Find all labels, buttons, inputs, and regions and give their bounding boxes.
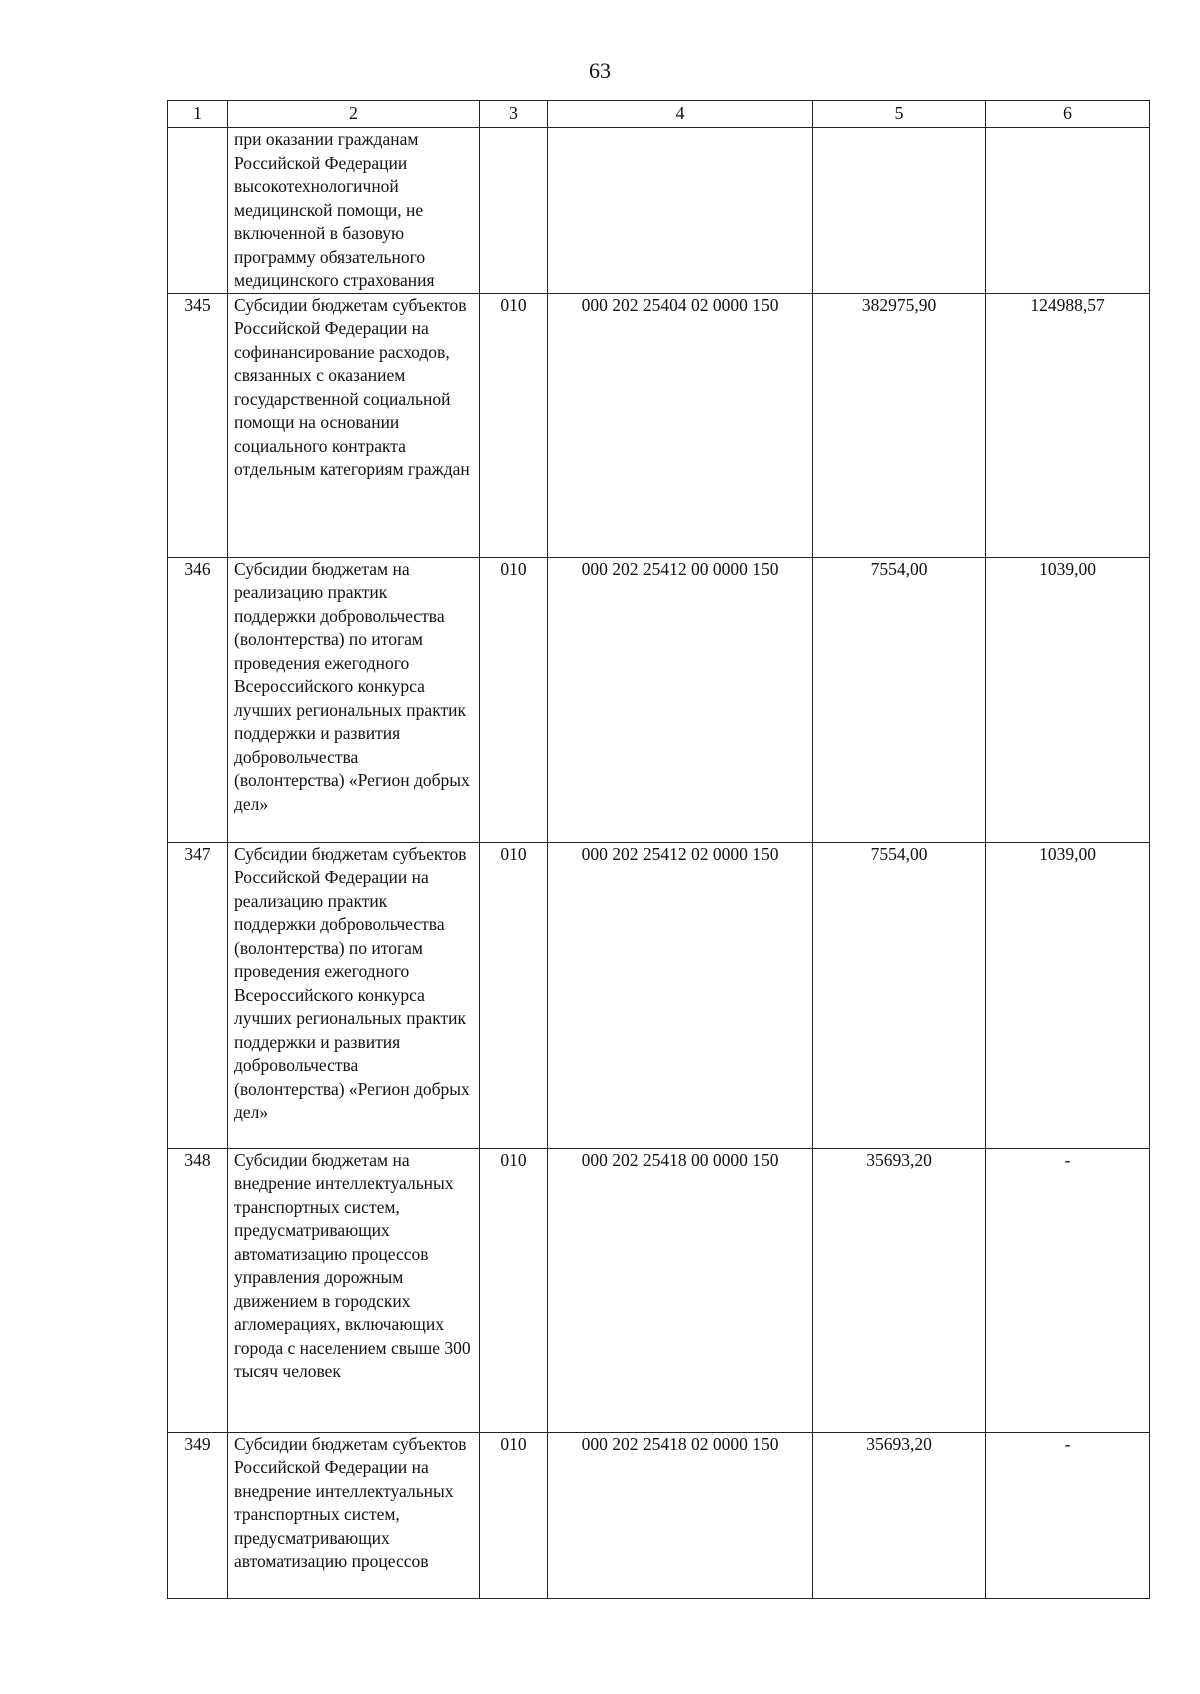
row-description: Субсидии бюджетам субъектов Российской Федерации на софинансирование расходов, связанных с оказанием государственной социальной помощи на основании социального контракта отдельным категориям граждан [228,293,480,557]
budget-table [167,100,1150,1599]
row-number: 345 [168,293,228,557]
table-row [168,293,1150,557]
row-number: 349 [168,1432,228,1598]
column-header-1: 1 [168,101,228,128]
row-admin-code [480,128,548,294]
row-admin-code: 010 [480,557,548,842]
row-amount-col6: 1039,00 [986,557,1150,842]
row-description: Субсидии бюджетам субъектов Российской Федерации на внедрение интеллектуальных транспортных систем, предусматривающих автоматизацию процессов [228,1432,480,1598]
column-number-header-row [168,101,1150,128]
row-budget-code: 000 202 25412 00 0000 150 [548,557,813,842]
table-row [168,1148,1150,1432]
row-description: Субсидии бюджетам на внедрение интеллектуальных транспортных систем, предусматривающих автоматизацию процессов управления дорожным движением в городских агломерациях, включающих города с населением свыше 300 тысяч человек [228,1148,480,1432]
row-amount-col6: 1039,00 [986,842,1150,1148]
row-description: Субсидии бюджетам субъектов Российской Федерации на реализацию практик поддержки добровольчества (волонтерства) по итогам проведения ежегодного Всероссийского конкурса лучших региональных практик поддержки и развития добровольчества (волонтерства) «Регион добрых дел» [228,842,480,1148]
row-amount-col6: - [986,1432,1150,1598]
row-budget-code [548,128,813,294]
row-number [168,128,228,294]
row-amount-col6 [986,128,1150,294]
row-amount-col5: 7554,00 [813,842,986,1148]
column-header-6: 6 [986,101,1150,128]
row-number: 346 [168,557,228,842]
row-amount-col5: 35693,20 [813,1432,986,1598]
row-budget-code: 000 202 25418 02 0000 150 [548,1432,813,1598]
table-row [168,128,1150,294]
column-header-2: 2 [228,101,480,128]
row-amount-col5 [813,128,986,294]
table-row [168,557,1150,842]
row-admin-code: 010 [480,842,548,1148]
table-row [168,1432,1150,1598]
row-description: при оказании гражданам Российской Федерации высокотехнологичной медицинской помощи, не включенной в базовую программу обязательного медицинского страхования [228,128,480,294]
row-admin-code: 010 [480,1148,548,1432]
row-description: Субсидии бюджетам на реализацию практик поддержки добровольчества (волонтерства) по итогам проведения ежегодного Всероссийского конкурса лучших региональных практик поддержки и развития добровольчества (волонтерства) «Регион добрых дел» [228,557,480,842]
column-header-4: 4 [548,101,813,128]
page-number: 63 [589,58,611,83]
row-amount-col6: - [986,1148,1150,1432]
column-header-3: 3 [480,101,548,128]
row-amount-col5: 7554,00 [813,557,986,842]
row-amount-col6: 124988,57 [986,293,1150,557]
row-admin-code: 010 [480,293,548,557]
row-budget-code: 000 202 25412 02 0000 150 [548,842,813,1148]
row-budget-code: 000 202 25404 02 0000 150 [548,293,813,557]
row-number: 347 [168,842,228,1148]
row-number: 348 [168,1148,228,1432]
row-admin-code: 010 [480,1432,548,1598]
row-amount-col5: 35693,20 [813,1148,986,1432]
table-row [168,842,1150,1148]
row-budget-code: 000 202 25418 00 0000 150 [548,1148,813,1432]
column-header-5: 5 [813,101,986,128]
row-amount-col5: 382975,90 [813,293,986,557]
